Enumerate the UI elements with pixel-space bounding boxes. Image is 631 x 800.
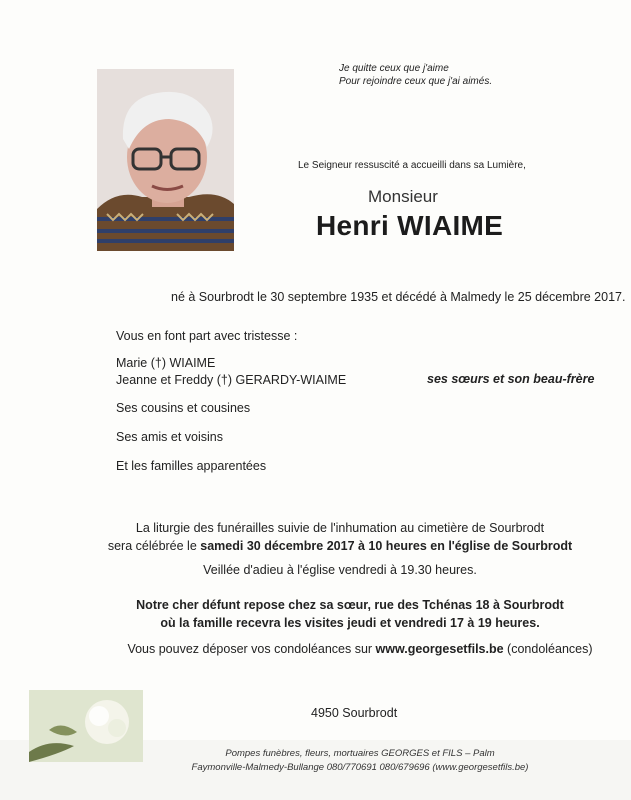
repose-block xyxy=(100,596,600,632)
liturgy-block xyxy=(100,519,580,555)
flower-image xyxy=(29,690,143,762)
condolences-prefix: Vous pouvez déposer vos condoléances sur xyxy=(127,642,376,656)
birth-death-text: né à Sourbrodt le 30 septembre 1935 et décédé à Malmedy le 25 décembre 2017. xyxy=(171,290,626,304)
family-line-1: Marie (†) WIAIME xyxy=(116,356,216,370)
vigil-text: Veillée d'adieu à l'église vendredi à 19.30 heures. xyxy=(203,563,477,577)
deceased-name: Henri WIAIME xyxy=(316,210,504,241)
liturgy-line-1: La liturgie des funérailles suivie de l'inhumation au cimetière de Sourbrodt xyxy=(135,521,545,535)
intro-text: Le Seigneur ressuscité a accueilli dans sa Lumière, xyxy=(298,160,526,171)
families-text: Et les familles apparentées xyxy=(116,459,267,473)
condolences-site-link[interactable]: www.georgesetfils.be xyxy=(375,642,504,656)
epigraph-line-2: Pour rejoindre ceux que j'ai aimés. xyxy=(339,76,493,87)
address-text: 4950 Sourbrodt xyxy=(311,706,398,720)
liturgy-prefix: sera célébrée le xyxy=(107,539,201,553)
repose-line-1: Notre cher défunt repose chez sa sœur, rue des Tchénas 18 à Sourbrodt xyxy=(136,598,564,612)
epigraph xyxy=(339,62,492,88)
cousins-text: Ses cousins et cousines xyxy=(116,401,251,415)
liturgy-line-2 xyxy=(100,537,580,555)
liturgy-date: samedi 30 décembre 2017 à 10 heures en l'église de Sourbrodt xyxy=(200,539,573,553)
footer-text xyxy=(150,747,570,775)
condolences-suffix: (condoléances) xyxy=(503,642,593,656)
epigraph-line-1: Je quitte ceux que j'aime xyxy=(339,63,449,74)
repose-line-2: où la famille recevra les visites jeudi et vendredi 17 à 19 heures. xyxy=(160,616,540,630)
footer-line-2: Faymonville-Malmedy-Bullange 080/770691 080/679696 (www.georgesetfils.be) xyxy=(191,762,529,773)
family-line-2: Jeanne et Freddy (†) GERARDY-WIAIME xyxy=(116,373,347,387)
honorific: Monsieur xyxy=(368,187,438,206)
condolences-text xyxy=(90,642,630,656)
portrait-photo xyxy=(97,69,234,251)
friends-text: Ses amis et voisins xyxy=(116,430,223,444)
family-list xyxy=(116,355,346,389)
announcement-text: Vous en font part avec tristesse : xyxy=(116,329,298,343)
footer-line-1: Pompes funèbres, fleurs, mortuaires GEORGES et FILS – Palm xyxy=(225,748,495,759)
family-relation: ses sœurs et son beau-frère xyxy=(427,372,595,386)
